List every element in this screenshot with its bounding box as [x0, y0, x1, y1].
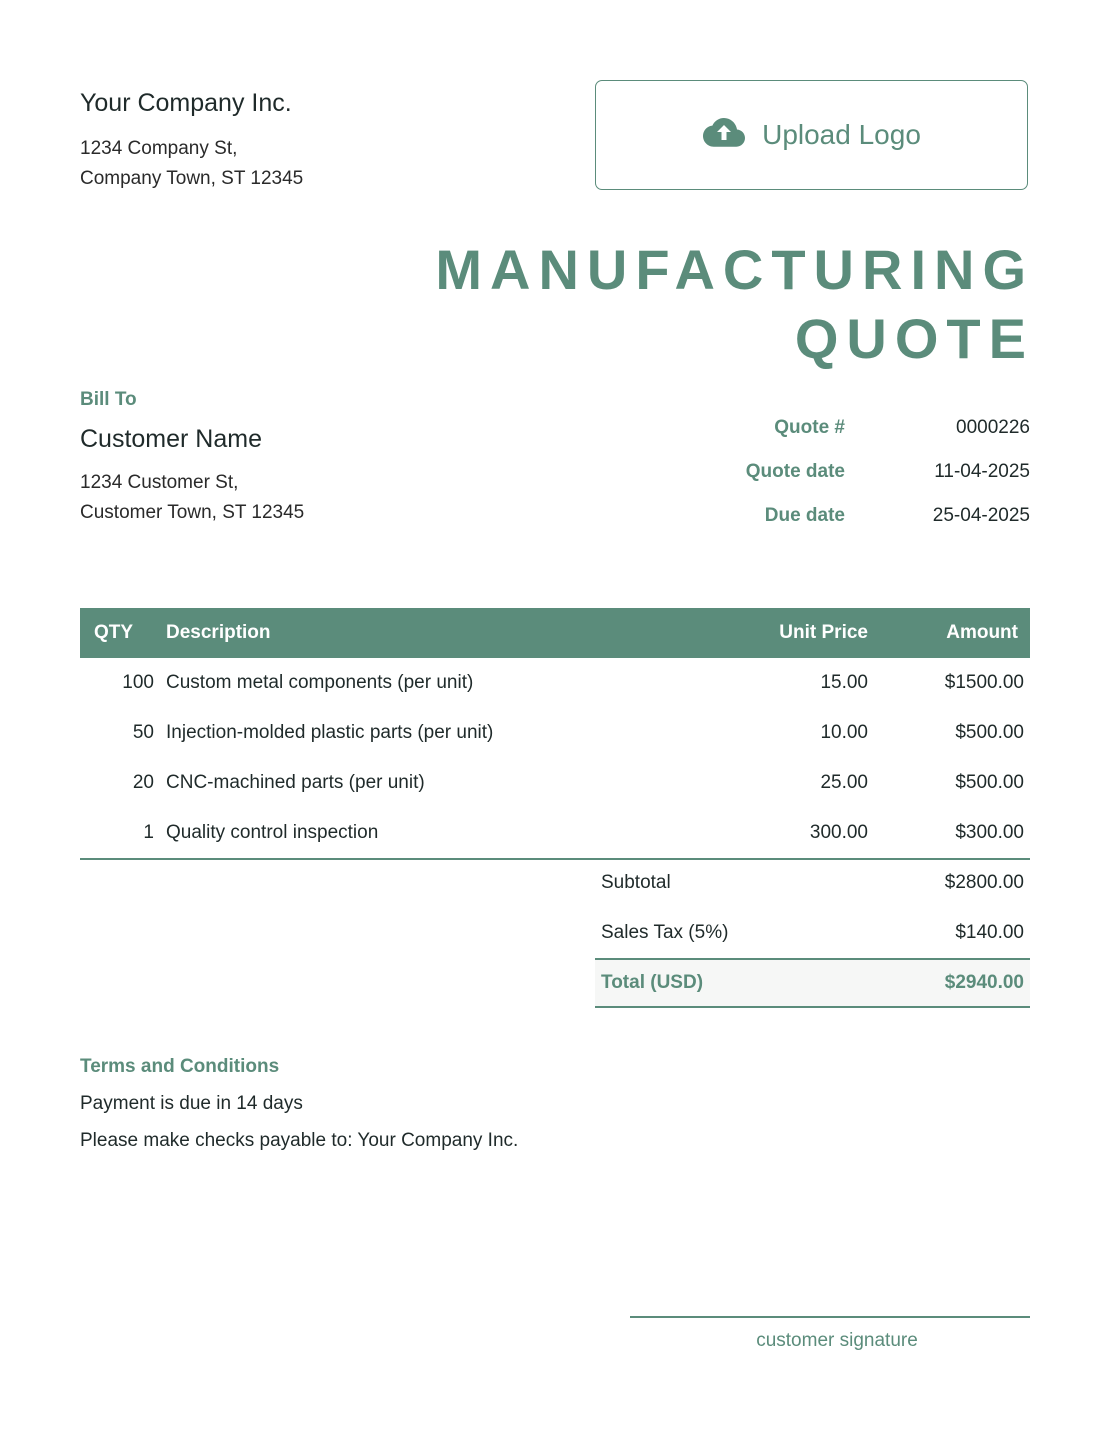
quote-number-value: 0000226: [956, 417, 1030, 438]
tax-label: Sales Tax (5%): [601, 922, 729, 943]
tax-row: [595, 908, 1030, 959]
header-amount: Amount: [868, 608, 1030, 658]
terms-title: Terms and Conditions: [80, 1056, 280, 1077]
row-unit-price: 15.00: [820, 672, 868, 693]
bill-to-label: Bill To: [80, 389, 137, 410]
row-qty: 1: [80, 808, 160, 859]
tax-value: $140.00: [955, 922, 1024, 943]
table-row: [80, 708, 1030, 758]
signature-label: customer signature: [756, 1330, 918, 1351]
row-amount: $500.00: [955, 722, 1024, 743]
quote-number-label: Quote #: [774, 417, 845, 438]
upload-logo-button[interactable]: [595, 80, 1028, 190]
company-address-line2: Company Town, ST 12345: [80, 168, 304, 189]
row-qty: 50: [132, 722, 154, 743]
subtotal-row: [595, 858, 1030, 908]
row-qty: 20: [132, 772, 154, 793]
customer-address: [80, 468, 304, 528]
terms-line-payment: Payment is due in 14 days: [80, 1093, 303, 1114]
document-title-line2: QUOTE: [794, 307, 1034, 370]
row-qty: 100: [122, 672, 154, 693]
table-row: [80, 758, 1030, 808]
row-description: Custom metal components (per unit): [166, 672, 474, 693]
items-table: [80, 608, 1030, 860]
row-description: Quality control inspection: [160, 808, 688, 859]
totals-table: [595, 858, 1030, 1008]
row-unit-price: 25.00: [820, 772, 868, 793]
customer-address-line2: Customer Town, ST 12345: [80, 502, 305, 523]
company-address-line1: 1234 Company St,: [80, 138, 238, 159]
row-amount: $500.00: [955, 772, 1024, 793]
header-description: Description: [160, 608, 688, 658]
row-amount: $1500.00: [944, 672, 1024, 693]
total-label: Total (USD): [595, 959, 860, 1007]
cloud-upload-icon: [702, 117, 746, 154]
terms-line-checks: Please make checks payable to: Your Company Inc.: [80, 1130, 519, 1151]
due-date-value: 25-04-2025: [932, 505, 1030, 526]
header-qty: QTY: [80, 608, 160, 658]
document-title-line1: MANUFACTURING: [435, 238, 1034, 301]
customer-name: Customer Name: [80, 425, 262, 453]
row-unit-price: 10.00: [820, 722, 868, 743]
company-name: Your Company Inc.: [80, 89, 292, 117]
row-unit-price: 300.00: [688, 808, 868, 859]
table-row: [80, 658, 1030, 708]
row-amount: $300.00: [868, 808, 1030, 859]
table-row: [80, 808, 1030, 859]
signature-line[interactable]: [630, 1316, 1030, 1318]
customer-address-line1: 1234 Customer St,: [80, 472, 239, 493]
due-date-label: Due date: [764, 505, 845, 526]
company-address: [80, 134, 303, 194]
total-row: [595, 959, 1030, 1007]
total-value: $2940.00: [860, 959, 1030, 1007]
subtotal-label: Subtotal: [601, 872, 671, 893]
upload-logo-label: Upload Logo: [762, 119, 921, 150]
row-description: Injection-molded plastic parts (per unit): [166, 722, 494, 743]
row-description: CNC-machined parts (per unit): [166, 772, 425, 793]
subtotal-value: $2800.00: [944, 872, 1024, 893]
header-unit-price: Unit Price: [688, 608, 868, 658]
quote-date-value: 11-04-2025: [934, 461, 1030, 482]
quote-date-label: Quote date: [745, 461, 845, 482]
items-table-header: [80, 608, 1030, 658]
